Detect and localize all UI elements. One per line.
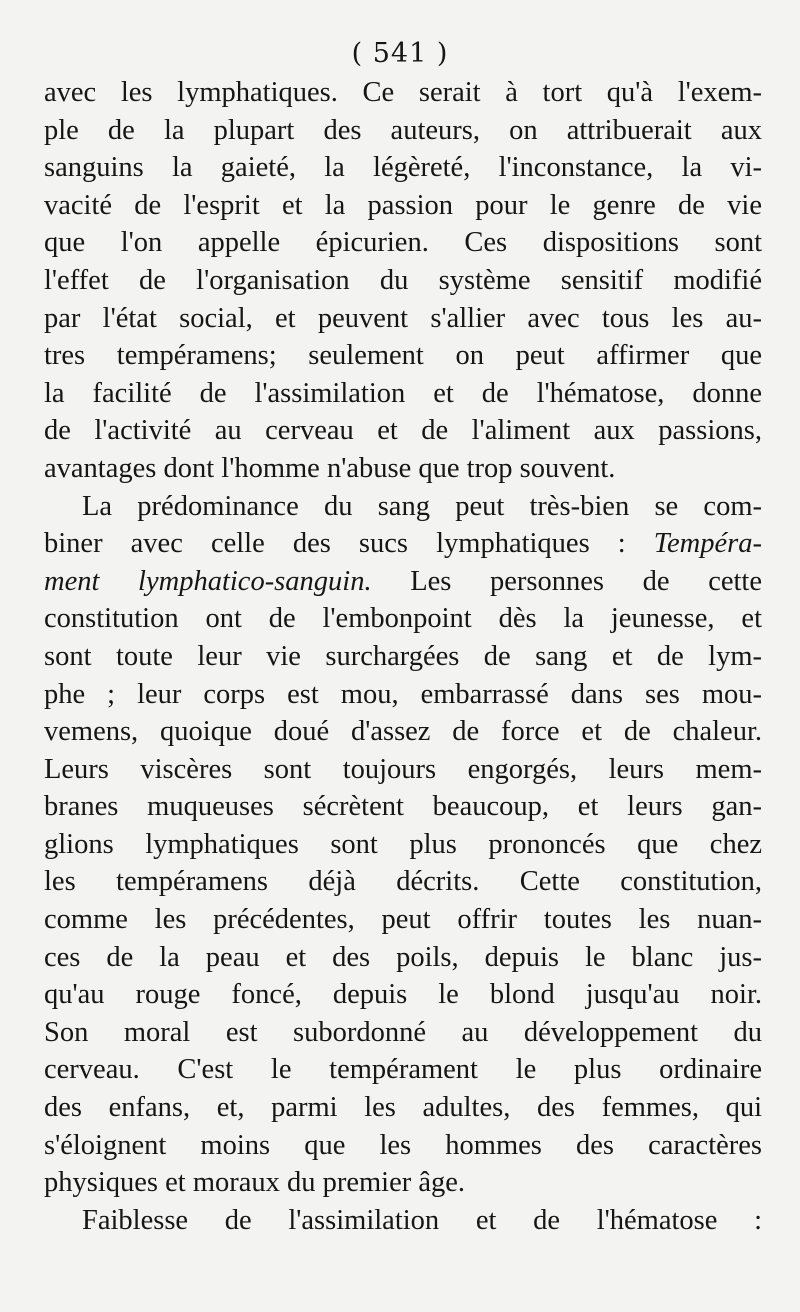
text-segment: avantages dont l'homme n'abuse que trop souvent.: [44, 452, 616, 484]
text-segment: branes muqueuses sécrètent beaucoup, et leurs gan-: [44, 791, 762, 823]
text-segment: l'effet de l'organisation du système sensitif modifié: [44, 264, 762, 296]
text-segment: des enfans, et, parmi les adultes, des femmes, qui: [44, 1092, 762, 1124]
text-segment: cerveau. C'est le tempérament le plus ordinaire: [44, 1054, 762, 1086]
text-segment: vemens, quoique doué d'assez de force et de chaleur.: [44, 716, 762, 748]
text-segment: phe ; leur corps est mou, embarrassé dans ses mou-: [44, 678, 762, 710]
text-line: [44, 525, 762, 563]
text-line: [44, 713, 762, 751]
text-line: [44, 563, 762, 601]
text-line: [44, 939, 762, 977]
text-segment: les tempéramens déjà décrits. Cette constitution,: [44, 866, 762, 898]
text-line: [44, 450, 762, 488]
text-line: [44, 375, 762, 413]
text-line: [44, 600, 762, 638]
text-line: [44, 638, 762, 676]
text-line: [44, 1051, 762, 1089]
text-segment: de l'activité au cerveau et de l'aliment aux passions,: [44, 415, 762, 447]
text-segment: qu'au rouge foncé, depuis le blond jusqu'au noir.: [44, 979, 762, 1011]
text-line: [44, 826, 762, 864]
text-line: [44, 676, 762, 714]
text-line: [44, 112, 762, 150]
text-segment: biner avec celle des sucs lymphatiques :: [44, 528, 654, 560]
text-line: [44, 300, 762, 338]
text-segment: Faiblesse de l'assimilation et de l'hématose :: [82, 1204, 762, 1236]
page-number: ( 541 ): [351, 38, 449, 69]
text-line: [44, 1127, 762, 1165]
text-line: [44, 863, 762, 901]
text-line: [44, 412, 762, 450]
text-segment: que l'on appelle épicurien. Ces dispositions sont: [44, 227, 762, 259]
text-line: [44, 788, 762, 826]
text-line: [44, 187, 762, 225]
text-line: [44, 149, 762, 187]
text-segment: comme les précédentes, peut offrir toutes les nuan-: [44, 904, 762, 936]
text-segment: avec les lymphatiques. Ce serait à tort qu'à l'exem-: [44, 77, 762, 108]
text-line: [44, 976, 762, 1014]
text-segment: ces de la peau et des poils, depuis le blanc jus-: [44, 941, 762, 973]
text-segment: La prédominance du sang peut très-bien se com-: [82, 490, 762, 522]
text-segment: la facilité de l'assimilation et de l'hématose, donne: [44, 377, 762, 409]
text-line: [44, 901, 762, 939]
text-segment: sanguins la gaieté, la légèreté, l'inconstance, la vi-: [44, 152, 762, 184]
text-line: [44, 751, 762, 789]
text-segment: Les personnes de cette: [371, 565, 762, 597]
text-line: [44, 1014, 762, 1052]
text-segment: par l'état social, et peuvent s'allier avec tous les au-: [44, 302, 762, 334]
text-line: [44, 1089, 762, 1127]
text-segment: glions lymphatiques sont plus prononcés que chez: [44, 828, 762, 860]
text-line: [44, 1164, 762, 1202]
text-segment: ple de la plupart des auteurs, on attribuerait aux: [44, 114, 762, 146]
text-segment: s'éloignent moins que les hommes des caractères: [44, 1129, 762, 1161]
text-segment: vacité de l'esprit et la passion pour le genre de vie: [44, 189, 762, 221]
text-segment: sont toute leur vie surchargées de sang et de lym-: [44, 640, 762, 672]
text-segment: constitution ont de l'embonpoint dès la jeunesse, et: [44, 603, 762, 635]
body-text: [44, 74, 762, 1239]
text-line: [44, 262, 762, 300]
text-line: [44, 488, 762, 526]
text-line: [44, 74, 762, 112]
text-segment: tres tempéramens; seulement on peut affirmer que: [44, 340, 762, 372]
text-line: [44, 337, 762, 375]
text-segment: Leurs viscères sont toujours engorgés, leurs mem-: [44, 753, 762, 785]
text-line: [44, 224, 762, 262]
italic-text: Tempéra-: [653, 528, 762, 560]
text-segment: Son moral est subordonné au développement du: [44, 1016, 762, 1048]
text-line: [44, 1202, 762, 1240]
italic-text: ment lymphatico-sanguin.: [44, 565, 372, 597]
text-segment: physiques et moraux du premier âge.: [44, 1167, 466, 1199]
